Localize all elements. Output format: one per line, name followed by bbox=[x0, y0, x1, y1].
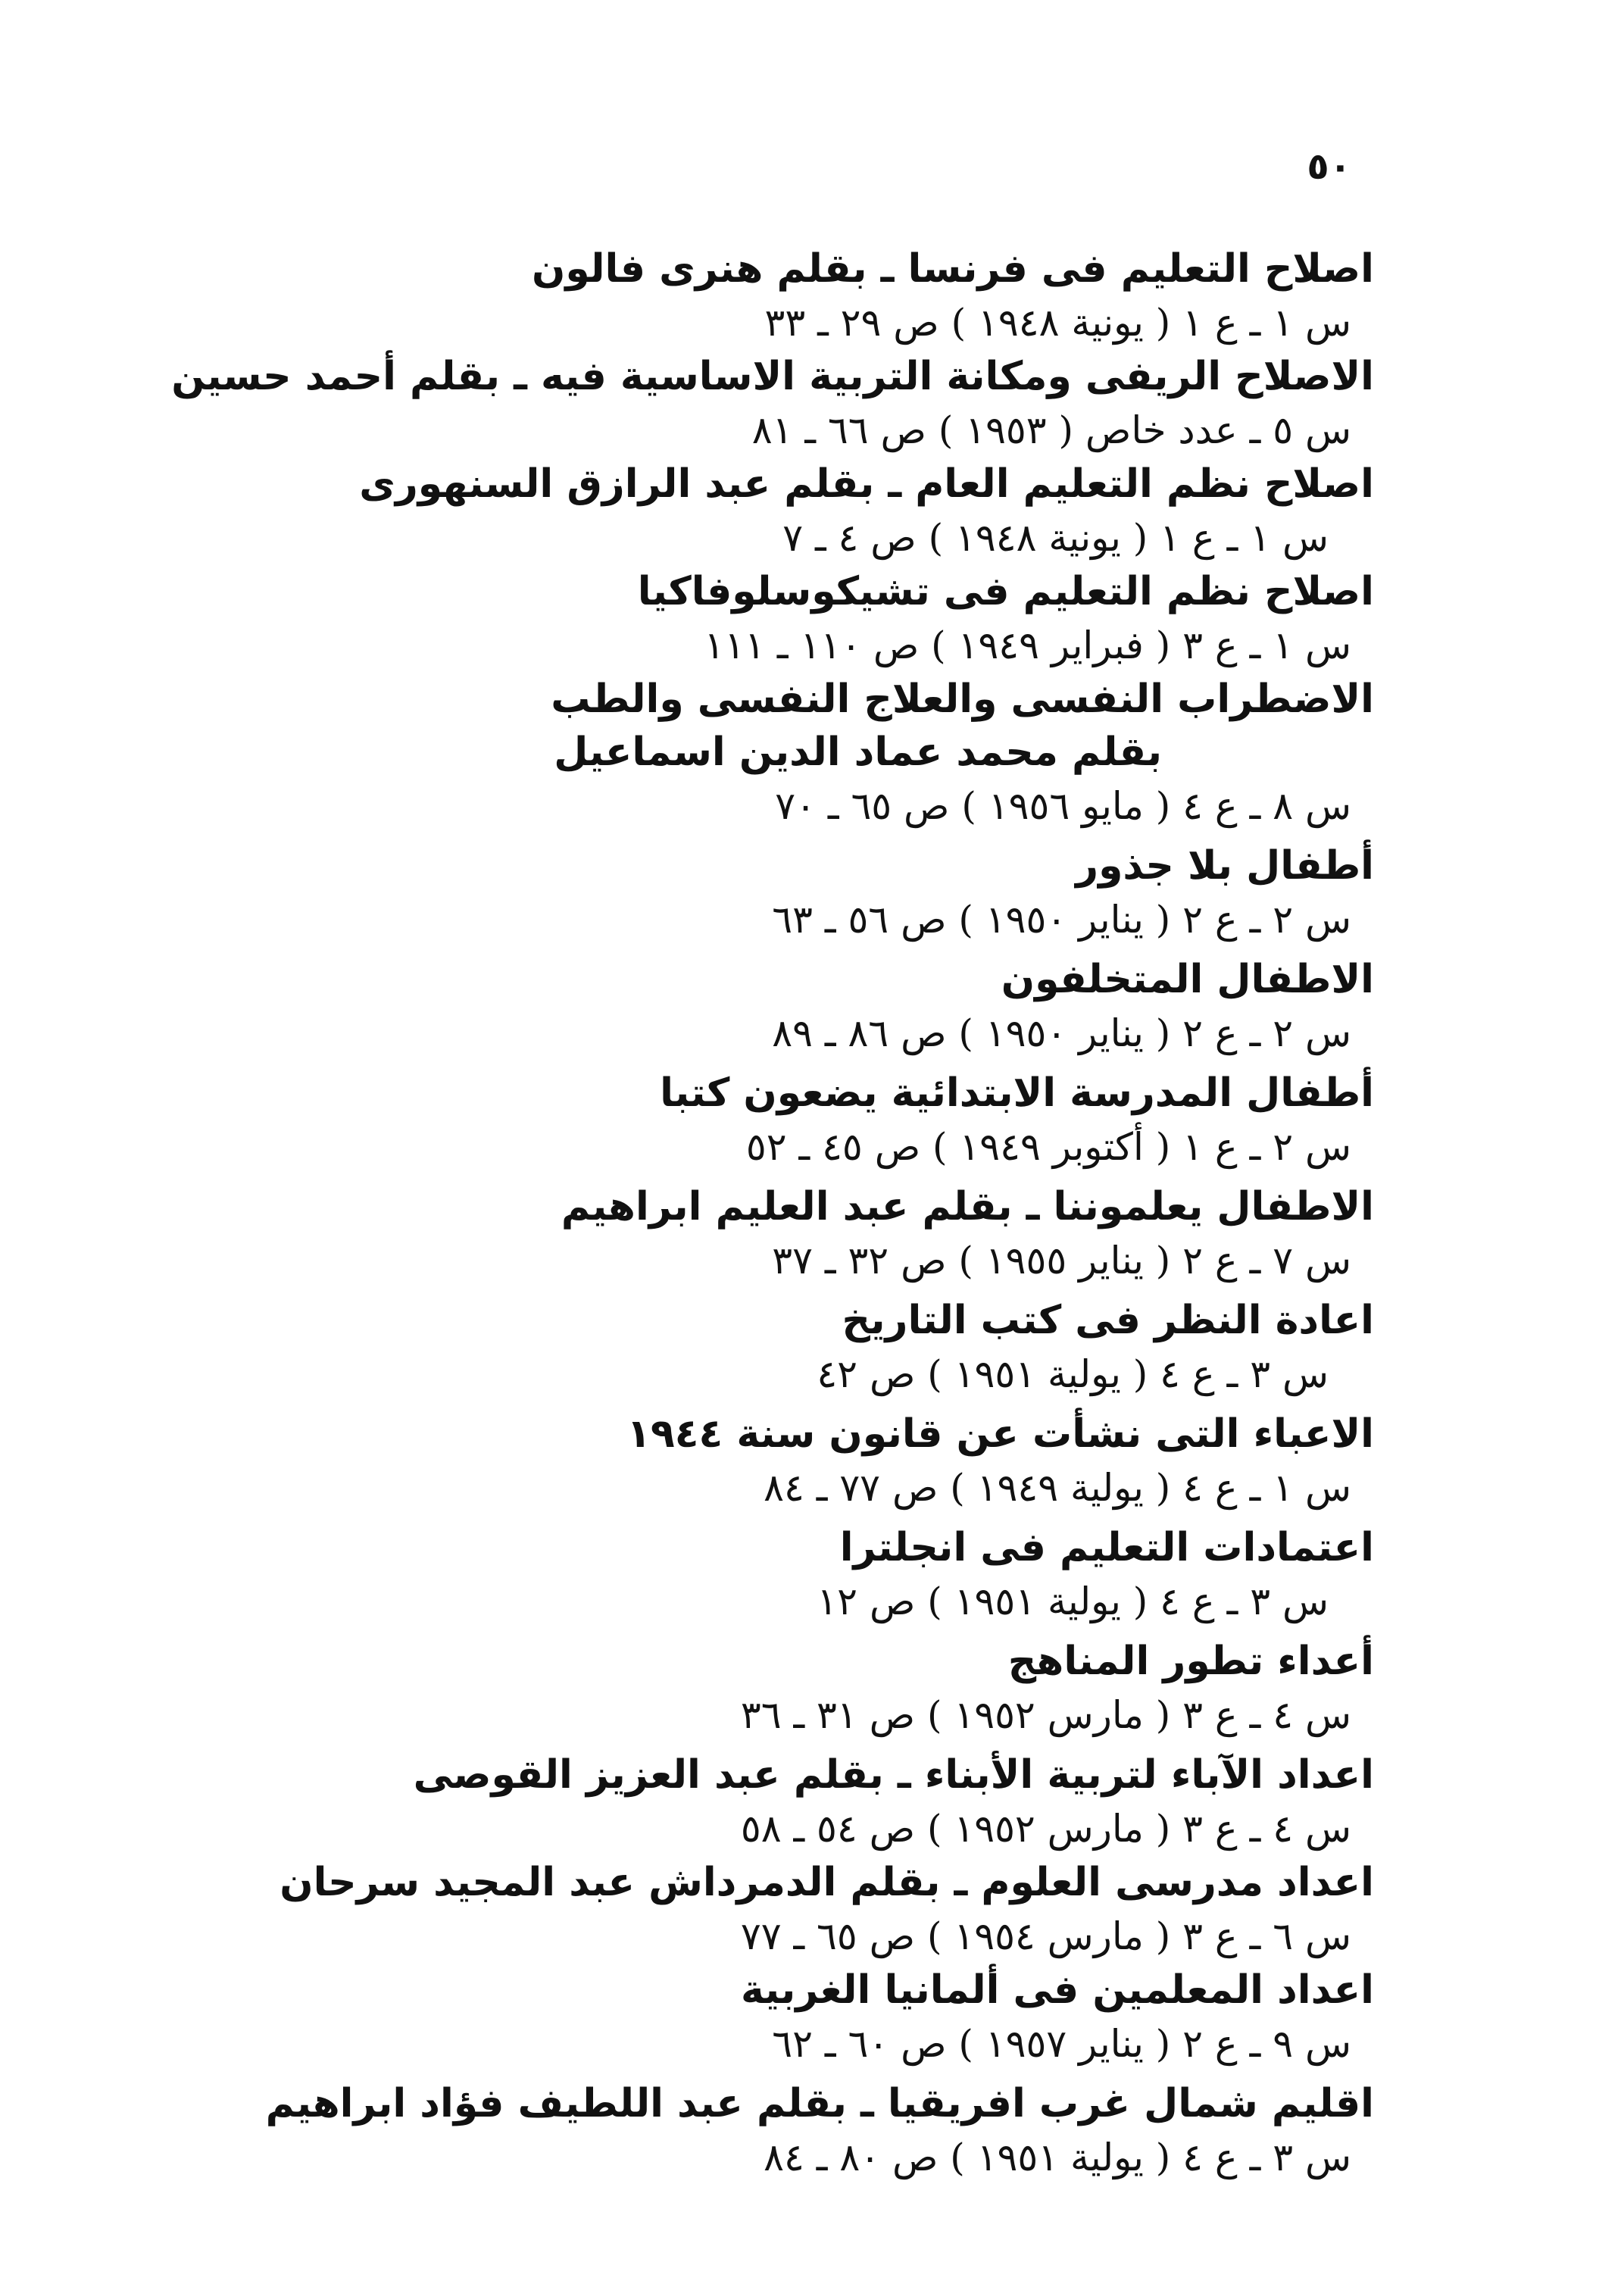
index-entry bbox=[230, 1748, 1374, 1856]
entry-reference: س ٢ ـ ع ١ ( أكتوبر ١٩٤٩ ) ص ٤٥ ـ ٥٢ bbox=[745, 1125, 1351, 1169]
entry-title: اعداد مدرسى العلوم ـ بقلم الدمرداش عبد المجيد سرحان bbox=[280, 1860, 1374, 1905]
entry-reference: س ٣ ـ ع ٤ ( يولية ١٩٥١ ) ص ٨٠ ـ ٨٤ bbox=[764, 2136, 1351, 2179]
entry-reference: س ١ ـ ع ٣ ( فبراير ١٩٤٩ ) ص ١١٠ ـ ١١١ bbox=[704, 623, 1351, 667]
entry-title: اعداد الآباء لتربية الأبناء ـ بقلم عبد العزيز القوصى bbox=[413, 1752, 1374, 1798]
entry-reference: س ٤ ـ ع ٣ ( مارس ١٩٥٢ ) ص ٥٤ ـ ٥٨ bbox=[740, 1807, 1351, 1851]
entry-title: اصلاح نظم التعليم العام ـ بقلم عبد الرازق السنهورى bbox=[359, 461, 1374, 507]
index-entry bbox=[230, 673, 1374, 833]
entry-reference: س ٣ ـ ع ٤ ( يولية ١٩٥١ ) ص ١٢ bbox=[817, 1579, 1329, 1623]
page-number: ٥٠ bbox=[1307, 145, 1351, 188]
index-entry bbox=[171, 350, 1374, 458]
entry-title: اعداد المعلمين فى ألمانيا الغربية bbox=[741, 1967, 1374, 2013]
entry-reference: س ١ ـ ع ٤ ( يولية ١٩٤٩ ) ص ٧٧ ـ ٨٤ bbox=[764, 1466, 1351, 1510]
index-entry bbox=[230, 242, 1374, 350]
index-entry bbox=[230, 953, 1374, 1061]
entry-reference: س ٩ ـ ع ٢ ( يناير ١٩٥٧ ) ص ٦٠ ـ ٦٢ bbox=[772, 2022, 1351, 2066]
entry-title: أطفال المدرسة الابتدائية يضعون كتبا bbox=[660, 1070, 1374, 1116]
index-entry bbox=[230, 565, 1374, 673]
entry-title-continuation: بقلم محمد عماد الدين اسماعيل bbox=[554, 730, 1162, 775]
entry-title: أطفال بلا جذور bbox=[1076, 843, 1374, 889]
entry-title: اقليم شمال غرب افريقيا ـ بقلم عبد اللطيف فؤاد ابراهيم bbox=[265, 2081, 1374, 2126]
entry-title: اعادة النظر فى كتب التاريخ bbox=[842, 1298, 1374, 1343]
entry-title: الاصلاح الريفى ومكانة التربية الاساسية فيه ـ بقلم أحمد حسين bbox=[171, 354, 1374, 399]
entry-title: الاطفال المتخلفون bbox=[1001, 957, 1374, 1002]
index-entry bbox=[230, 458, 1374, 565]
entry-reference: س ٧ ـ ع ٢ ( يناير ١٩٥٥ ) ص ٣٢ ـ ٣٧ bbox=[772, 1239, 1351, 1283]
index-entry bbox=[230, 1408, 1374, 1515]
index-entry bbox=[230, 839, 1374, 947]
index-entry bbox=[230, 2077, 1374, 2185]
entry-title: أعداء تطور المناهج bbox=[1007, 1639, 1374, 1684]
entry-reference: س ٢ ـ ع ٢ ( يناير ١٩٥٠ ) ص ٨٦ ـ ٨٩ bbox=[772, 1011, 1351, 1055]
entry-title: اعتمادات التعليم فى انجلترا bbox=[839, 1525, 1374, 1570]
index-entry bbox=[230, 1856, 1374, 1964]
index-entry bbox=[230, 1067, 1374, 1174]
entry-reference: س ٨ ـ ع ٤ ( مايو ١٩٥٦ ) ص ٦٥ ـ ٧٠ bbox=[775, 784, 1351, 828]
entry-title: الاعباء التى نشأت عن قانون سنة ١٩٤٤ bbox=[626, 1411, 1374, 1457]
entry-title: اصلاح نظم التعليم فى تشيكوسلوفاكيا bbox=[637, 569, 1374, 614]
entry-reference: س ٥ ـ عدد خاص ( ١٩٥٣ ) ص ٦٦ ـ ٨١ bbox=[751, 408, 1351, 452]
entry-reference: س ١ ـ ع ١ ( يونية ١٩٤٨ ) ص ٢٩ ـ ٣٣ bbox=[764, 301, 1351, 345]
entry-reference: س ٢ ـ ع ٢ ( يناير ١٩٥٠ ) ص ٥٦ ـ ٦٣ bbox=[772, 898, 1351, 942]
entry-title: اصلاح التعليم فى فرنسا ـ بقلم هنرى فالون bbox=[531, 246, 1374, 292]
index-entries bbox=[171, 242, 1374, 2185]
index-entry bbox=[230, 1964, 1374, 2071]
entry-reference: س ٤ ـ ع ٣ ( مارس ١٩٥٢ ) ص ٣١ ـ ٣٦ bbox=[740, 1693, 1351, 1737]
index-entry bbox=[230, 1180, 1374, 1288]
index-entry bbox=[230, 1521, 1374, 1629]
index-entry bbox=[230, 1635, 1374, 1742]
index-entry bbox=[230, 1294, 1374, 1401]
entry-reference: س ١ ـ ع ١ ( يونية ١٩٤٨ ) ص ٤ ـ ٧ bbox=[782, 516, 1329, 560]
entry-title: الاضطراب النفسى والعلاج النفسى والطب bbox=[551, 676, 1374, 722]
entry-reference: س ٣ ـ ع ٤ ( يولية ١٩٥١ ) ص ٤٢ bbox=[817, 1352, 1329, 1396]
entry-title: الاطفال يعلموننا ـ بقلم عبد العليم ابراهيم bbox=[561, 1184, 1374, 1229]
entry-reference: س ٦ ـ ع ٣ ( مارس ١٩٥٤ ) ص ٦٥ ـ ٧٧ bbox=[740, 1914, 1351, 1958]
